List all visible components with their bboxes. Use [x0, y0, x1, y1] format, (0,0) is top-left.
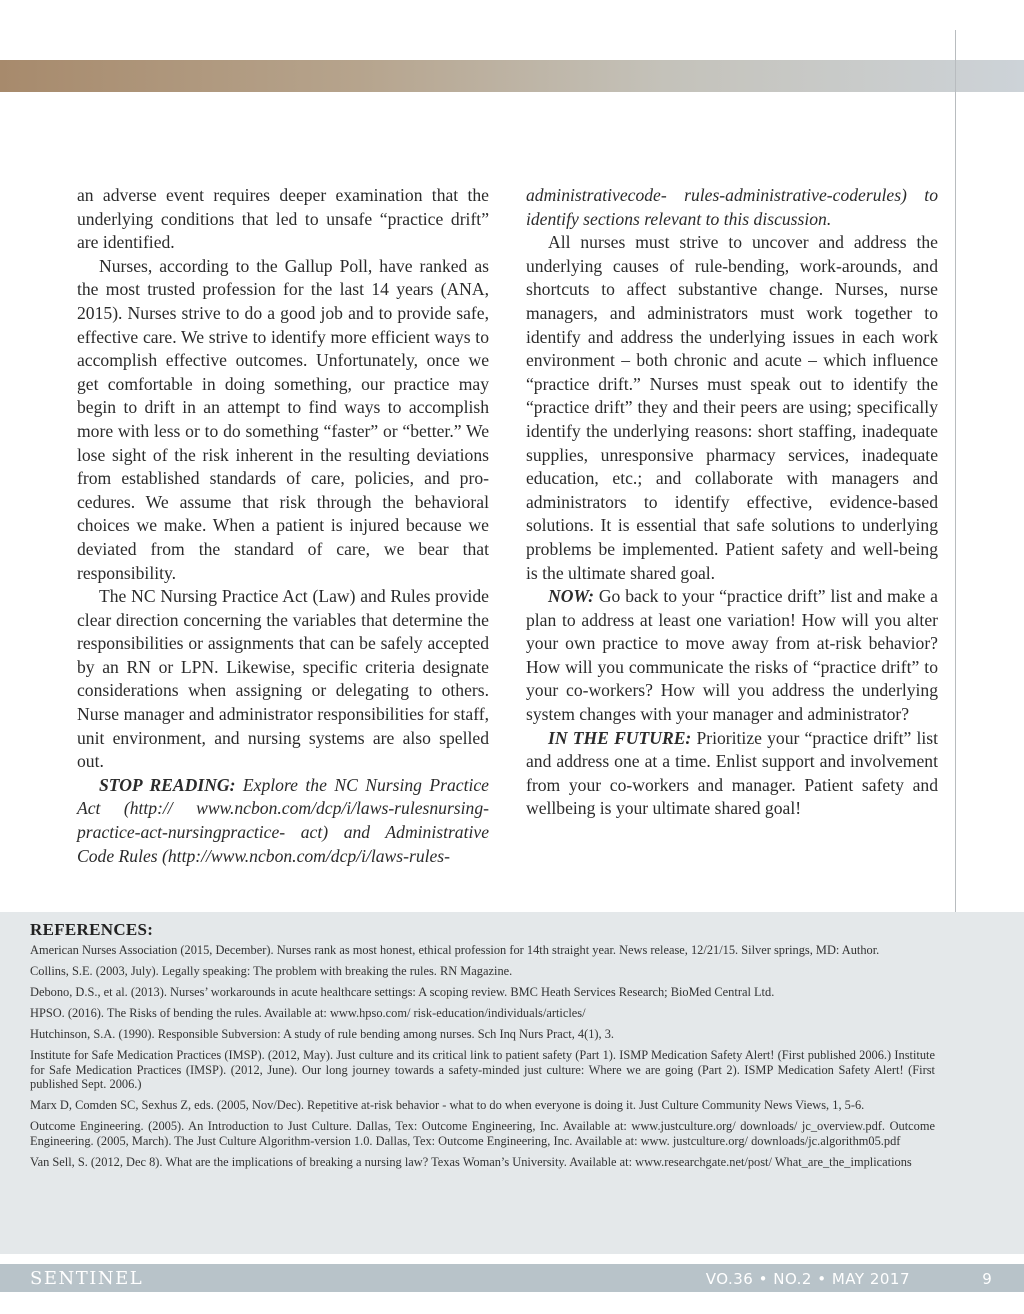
stop-reading-text: Explore the NC Nursing Practice Act (http:// www.ncbon.com/dcp/i/laws-rulesnursing-practice-act-nursingpractice- act) and Administrative Code Rules (http://www.ncbon.com/dcp/i/laws-rules-: [77, 774, 489, 866]
references-panel: [0, 912, 1024, 1254]
reference-item: HPSO. (2016). The Risks of bending the rules. Available at: www.hpso.com/ risk-education/individuals/articles/: [30, 1006, 586, 1020]
article-column-right: [526, 184, 938, 821]
left-paragraph-4: [77, 774, 489, 868]
right-paragraph-3: [526, 585, 938, 727]
right-paragraph-2: All nurses must strive to uncover and address the underlying causes of rule-bending, work-arounds, and shortcuts to affect substantive change. Nurses, nurse managers, and administrators must work together to identify and address the underlying issues in each work environment – both chronic and acute – which influence “practice drift.” Nurses must speak out to identify the “practice drift” they and their peers are using; specifically identify the underlying reasons: short staffing, inadequate supplies, unresponsive pharmacy services, inadequate education, etc.; and collaborate with managers and administrators to identify effective, evidence-based solutions. It is essential that safe solutions to underlying problems be implemented. Patient safety and well-being is the ultimate shared goal.: [526, 232, 938, 583]
now-text: Go back to your “practice drift” list and make a plan to address at least one variation! How will you alter your own practice to move away from at-risk behavior? How will you communicate the risks of “practice drift” to your co-workers? How will you address the underlying system changes with your manager and administrator?: [526, 586, 938, 725]
reference-item: Institute for Safe Medication Practices (IMSP). (2012, May). Just culture and its critical link to patient safety (Part 1). ISMP Medication Safety Alert! (First published 2006.) Institute for Safe Medication Practices (IMSP). (2012, June). Our long journey towards a safety-minded just culture: Where we are going (Part 2). ISMP Medication Safety Alert! (First published Sept. 2006.): [30, 1048, 935, 1091]
now-lead: NOW:: [548, 586, 594, 607]
reference-item: Marx D, Comden SC, Sexhus Z, eds. (2005, Nov/Dec). Repetitive at-risk behavior - what to do when everyone is doing it. Just Culture Community News Views, 1, 5-6.: [30, 1098, 865, 1112]
reference-item: Van Sell, S. (2012, Dec 8). What are the implications of breaking a nursing law? Texas Woman’s University. Available at: www.researchgate.net/post/ What_are_the_implications: [30, 1154, 912, 1169]
reference-item: Collins, S.E. (2003, July). Legally speaking: The problem with breaking the rules. RN Magazine.: [30, 964, 513, 978]
references-content: [30, 920, 935, 1176]
page-number: 9: [982, 1270, 992, 1288]
publication-name: SENTINEL: [30, 1268, 144, 1289]
left-paragraph-3: The NC Nursing Practice Act (Law) and Rules provide clear direction concerning the variables that determine the responsibilities or assignments that can be safely accepted by an RN or LPN. Likewise, specific criteria designate considerations when assigning or delegating to others. Nurse manager and administrator responsibilities for staff, unit environment, and nursing systems are also spelled out.: [77, 586, 489, 772]
reference-item: Outcome Engineering. (2005). An Introduction to Just Culture. Dallas, Tex: Outcome Engineering, Inc. Available at: www.justculture.org/ downloads/ jc_overview.pdf. Outcome Engineering. (2005, March). The Just Culture Algorithm-version 1.0. Dallas, Tex: Outcome Engineering, Inc. Available at: www. justculture.org/ downloads/jc.algorithm05.pdf: [30, 1119, 935, 1148]
right-paragraph-4: [526, 727, 938, 821]
references-title: REFERENCES:: [30, 920, 154, 939]
in-the-future-lead: IN THE FUTURE:: [548, 727, 692, 748]
issue-info: VO.36 • NO.2 • MAY 2017: [705, 1270, 910, 1288]
article-column-left: [77, 184, 489, 868]
left-paragraph-2: Nurses, according to the Gallup Poll, have ranked as the most trusted profession for the last 14 years (ANA, 2015). Nurses strive to do a good job and to provide safe, effective care. We strive to identify more efficient ways to accomplish effective outcomes. Unfortunately, once we get comfortable in doing something, our practice may begin to drift in an attempt to find ways to accomplish more with less or to do something “faster” or “better.” We lose sight of the risk inherent in the resulting deviations from established standards of care, policies, and procedures. We assume that risk through the behavioral choices we make. When a patient is injured because we deviated from the standard of care, we bear that responsibility.: [77, 255, 489, 583]
in-the-future-text: Prioritize your “practice drift” list and address one at a time. Enlist support and involvement from your co-workers and manager. Patient safety and wellbeing is your ultimate shared goal!: [526, 727, 938, 819]
reference-item: American Nurses Association (2015, December). Nurses rank as most honest, ethical profession for 14th straight year. News release, 12/21/15. Silver springs, MD: Author.: [30, 943, 880, 957]
right-paragraph-1: administrativecode- rules-administrative-coderules) to identify sections relevant to this discussion.: [526, 185, 938, 229]
left-paragraph-1: an adverse event requires deeper examination that the underlying conditions that led to unsafe “practice drift” are identified.: [77, 185, 489, 253]
reference-item: Debono, D.S., et al. (2013). Nurses’ workarounds in acute healthcare settings: A scoping review. BMC Heath Services Research; BioMed Central Ltd.: [30, 985, 775, 999]
stop-reading-lead: STOP READING:: [99, 774, 236, 795]
header-color-band: [0, 60, 1024, 92]
reference-item: Hutchinson, S.A. (1990). Responsible Subversion: A study of rule bending among nurses. Sch Inq Nurs Pract, 4(1), 3.: [30, 1027, 615, 1041]
